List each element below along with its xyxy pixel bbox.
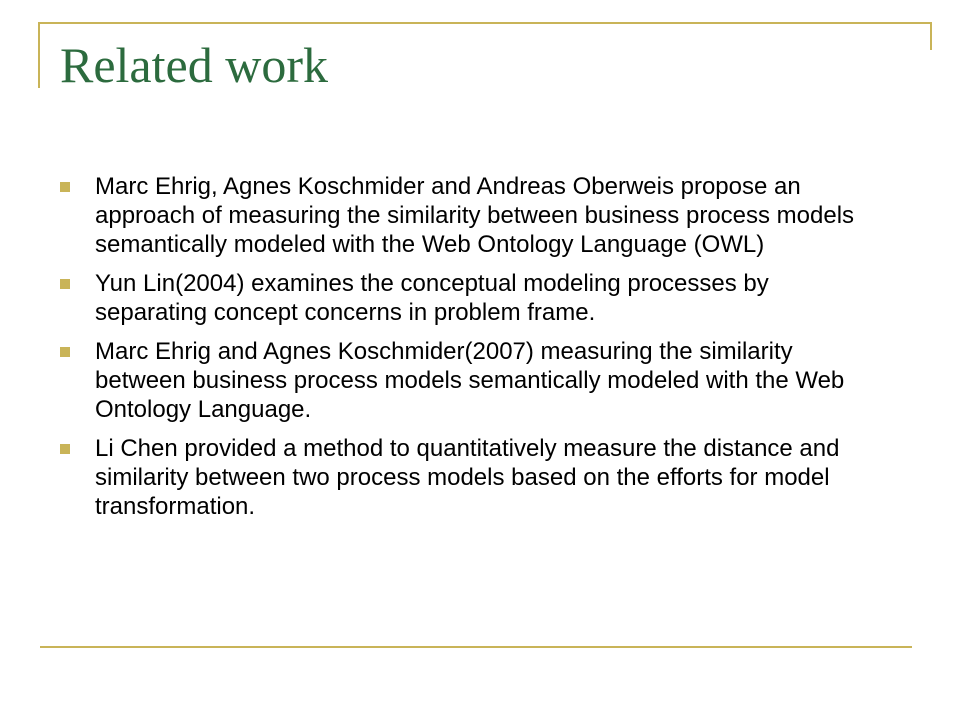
square-bullet-icon bbox=[60, 347, 70, 357]
bullet-text: Marc Ehrig, Agnes Koschmider and Andreas Oberweis propose an approach of measuring the similarity between business process models semantically modeled with the Web Ontology Language (OWL) bbox=[95, 173, 855, 258]
bullet-text: Li Chen provided a method to quantitatively measure the distance and similarity between two process models based on the efforts for model transformation. bbox=[95, 435, 840, 520]
bullet-item bbox=[60, 337, 880, 424]
bullet-item bbox=[60, 434, 880, 521]
frame-right-line bbox=[930, 22, 932, 50]
bullet-item bbox=[60, 269, 880, 327]
frame-top-line bbox=[40, 22, 932, 24]
bullet-text: Yun Lin(2004) examines the conceptual modeling processes by separating concept concerns in problem frame. bbox=[95, 270, 769, 326]
frame-left-line bbox=[38, 22, 40, 88]
square-bullet-icon bbox=[60, 182, 70, 192]
frame-bottom-line bbox=[40, 646, 912, 648]
bullet-text: Marc Ehrig and Agnes Koschmider(2007) measuring the similarity between business process models semantically modeled with the Web Ontology Language. bbox=[95, 338, 845, 423]
square-bullet-icon bbox=[60, 279, 70, 289]
bullet-item bbox=[60, 172, 880, 259]
square-bullet-icon bbox=[60, 444, 70, 454]
slide-title: Related work bbox=[60, 37, 328, 93]
bullet-list bbox=[60, 172, 880, 531]
